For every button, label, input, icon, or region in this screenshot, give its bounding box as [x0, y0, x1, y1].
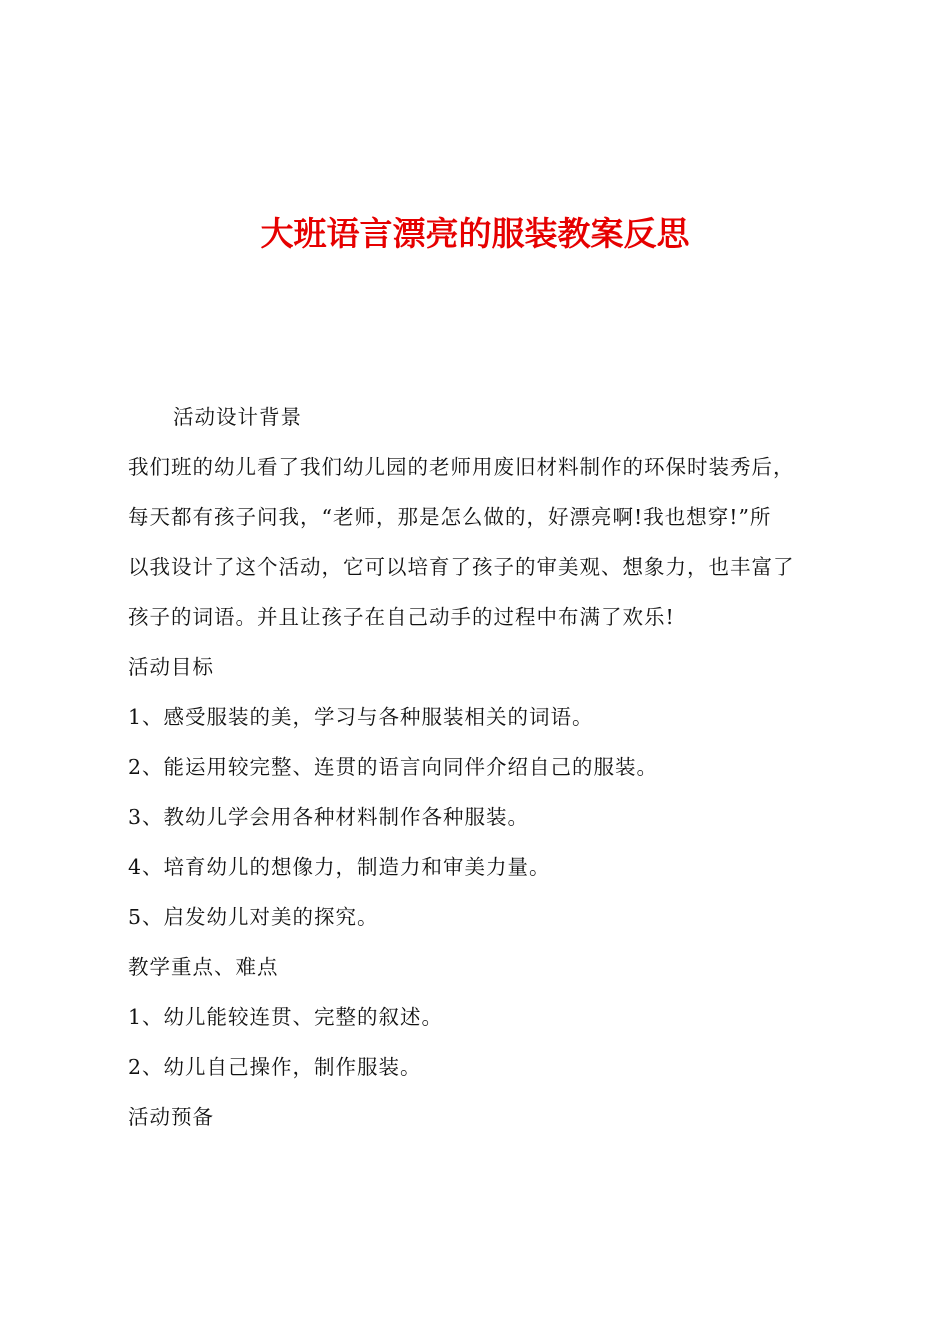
key-point-item: 2、幼儿自己操作，制作服装。 [128, 1055, 422, 1079]
paragraph-line: 我们班的幼儿看了我们幼儿园的老师用废旧材料制作的环保时装秀后， [128, 455, 795, 479]
section-heading-preparation: 活动预备 [128, 1105, 214, 1129]
key-point-item: 1、幼儿能较连贯、完整的叙述。 [128, 1005, 444, 1029]
paragraph-line: 以我设计了这个活动，它可以培育了孩子的审美观、想象力，也丰富了 [128, 555, 795, 579]
paragraph-line: 孩子的词语。并且让孩子在自己动手的过程中布满了欢乐! [128, 605, 675, 629]
document-body [128, 392, 840, 1142]
document-title: 大班语言漂亮的服装教案反思 [260, 214, 690, 253]
goal-item: 3、教幼儿学会用各种材料制作各种服装。 [128, 805, 530, 829]
goal-item: 1、感受服装的美，学习与各种服装相关的词语。 [128, 705, 594, 729]
goal-item: 4、培育幼儿的想像力，制造力和审美力量。 [128, 855, 551, 879]
section-heading-goals: 活动目标 [128, 655, 214, 679]
section-heading-background: 活动设计背景 [173, 405, 302, 429]
goal-item: 2、能运用较完整、连贯的语言向同伴介绍自己的服装。 [128, 755, 659, 779]
section-heading-key-points: 教学重点、难点 [128, 955, 279, 979]
paragraph-line: 每天都有孩子问我，“老师，那是怎么做的，好漂亮啊!我也想穿!”所 [128, 505, 772, 529]
goal-item: 5、启发幼儿对美的探究。 [128, 905, 379, 929]
